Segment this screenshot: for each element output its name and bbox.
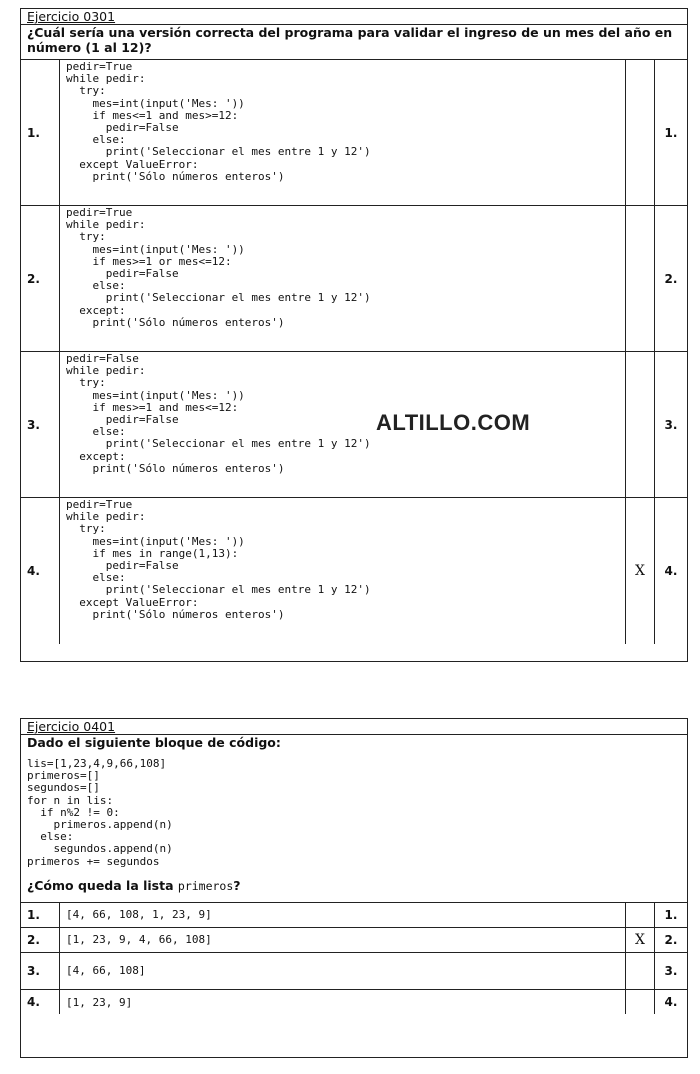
answer-row	[21, 952, 687, 989]
question-suffix: ?	[233, 877, 241, 893]
option-number: 3.	[21, 952, 60, 989]
option-code: pedir=True while pedir: try: mes=int(input('Mes: ')) if mes>=1 or mes<=12: pedir=False else: print('Seleccionar el mes entre 1 y 12') except: print('Sólo números enteros')	[60, 206, 626, 352]
option-number-right: 3.	[655, 352, 688, 498]
options-table	[21, 59, 687, 644]
answers-table	[21, 902, 687, 1015]
option-number: 4.	[21, 498, 60, 644]
option-code: pedir=False while pedir: try: mes=int(input('Mes: ')) if mes>=1 and mes<=12: pedir=False else: print('Seleccionar el mes entre 1 y 12') except: print('Sólo números enteros')	[60, 352, 626, 498]
exercise-question: ¿Cuál sería una versión correcta del programa para validar el ingreso de un mes del año en número (1 al 12)?	[21, 24, 687, 59]
answer-row	[21, 927, 687, 952]
option-number-right: 1.	[655, 60, 688, 206]
option-number: 2.	[21, 206, 60, 352]
option-number-right: 2.	[655, 927, 688, 952]
option-answer: [1, 23, 9, 4, 66, 108]	[60, 927, 626, 952]
answer-mark: X	[626, 498, 655, 644]
answer-mark: X	[626, 927, 655, 952]
question-prefix: ¿Cómo queda la lista	[27, 877, 178, 893]
answer-mark	[626, 352, 655, 498]
option-number-right: 4.	[655, 989, 688, 1014]
option-row	[21, 498, 687, 644]
option-number-right: 4.	[655, 498, 688, 644]
option-code: pedir=True while pedir: try: mes=int(input('Mes: ')) if mes in range(1,13): pedir=False else: print('Seleccionar el mes entre 1 y 12') except ValueError: print('Sólo números enteros')	[60, 498, 626, 644]
exercise-question	[27, 878, 681, 902]
option-number: 3.	[21, 352, 60, 498]
exercise-0301	[20, 8, 688, 662]
option-number-right: 2.	[655, 206, 688, 352]
exercise-title: Ejercicio 0301	[27, 9, 116, 24]
option-answer: [4, 66, 108]	[60, 952, 626, 989]
option-row	[21, 60, 687, 206]
option-number-right: 3.	[655, 952, 688, 989]
option-code: pedir=True while pedir: try: mes=int(input('Mes: ')) if mes<=1 and mes>=12: pedir=False else: print('Seleccionar el mes entre 1 y 12') except ValueError: print('Sólo números enteros')	[60, 60, 626, 206]
answer-row	[21, 902, 687, 927]
option-row	[21, 206, 687, 352]
answer-mark	[626, 206, 655, 352]
exercise-body	[21, 734, 687, 902]
code-block: lis=[1,23,4,9,66,108] primeros=[] segundos=[] for n in lis: if n%2 != 0: primeros.append(n) else: segundos.append(n) primeros += segundos	[27, 757, 173, 868]
answer-mark	[626, 989, 655, 1014]
exercise-0401	[20, 718, 688, 1058]
option-answer: [1, 23, 9]	[60, 989, 626, 1014]
option-row	[21, 352, 687, 498]
option-number: 4.	[21, 989, 60, 1014]
question-variable: primeros	[177, 878, 234, 893]
answer-mark	[626, 952, 655, 989]
answer-row	[21, 989, 687, 1014]
watermark-logo: ALTILLO.COM	[376, 410, 531, 435]
option-answer: [4, 66, 108, 1, 23, 9]	[60, 902, 626, 927]
option-number: 1.	[21, 60, 60, 206]
option-number-right: 1.	[655, 902, 688, 927]
option-number: 2.	[21, 927, 60, 952]
option-number: 1.	[21, 902, 60, 927]
exercise-lead: Dado el siguiente bloque de código:	[27, 735, 281, 750]
exercise-title: Ejercicio 0401	[27, 719, 116, 734]
answer-mark	[626, 60, 655, 206]
answer-mark	[626, 902, 655, 927]
